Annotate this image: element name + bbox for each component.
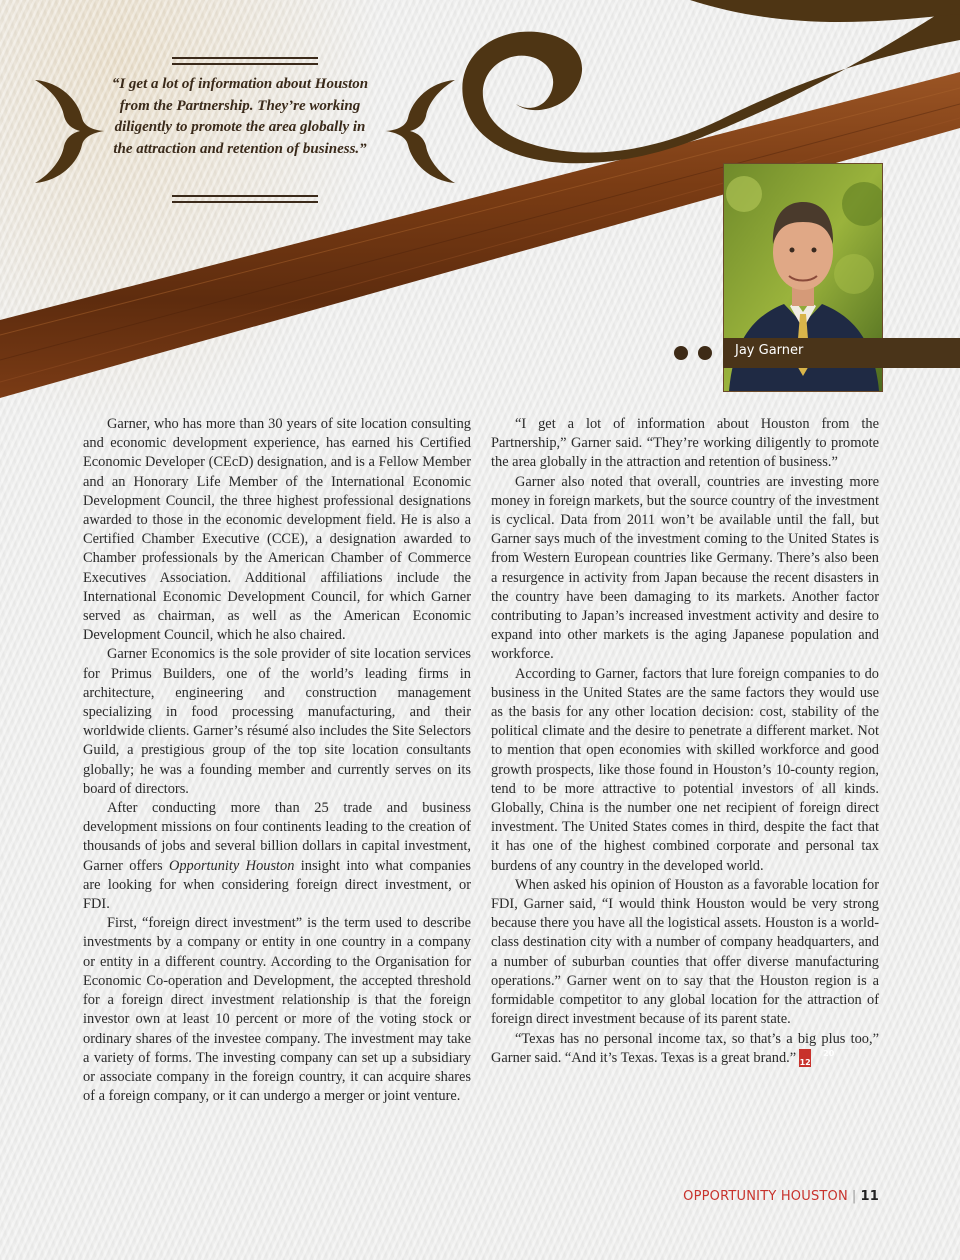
paragraph: Garner, who has more than 30 years of site location consulting and economic development experience, has earned his Certified Economic Developer (CEcD) designation, and is a Fellow Member and an Honorary Life Member of the International Economic Development Council, the three highest professional designations awarded to those in the economic development field. He is also a Certified Chamber Executive (CCE), a designation awarded to Chamber professionals by the American Chamber of Commerce Executives Association. Additional affiliations include the International Economic Development Council, for which Garner served as chairman, as well as the American Economic Development Council, which he also chaired. xyxy=(83,416,471,644)
paragraph-text: After conducting more than 25 trade and business development missions on four continents leading to the creation of thousands of jobs and several billion dollars in capital investment, Garner offers xyxy=(83,800,471,874)
page-number: 11 xyxy=(860,1189,879,1204)
paragraph xyxy=(83,799,471,914)
article-column-left xyxy=(83,415,471,1106)
end-mark-top: 20 xyxy=(823,1048,835,1058)
end-mark-logo xyxy=(799,1048,835,1067)
photo-caption: Jay Garner xyxy=(735,343,804,358)
paragraph-text: insight into what companies are looking for when considering foreign direct investment, or FDI. xyxy=(83,857,471,913)
paragraph: First, “foreign direct investment” is the term used to describe investments by a company or entity in one country in a company or entity in a different country. According to the Organisation for Economic Co-operation and Development, the accepted threshold for a foreign direct investment relationship is that the foreign investor own at least 10 percent or more of the voting stock or ordinary shares of the investee company. The investment may take a variety of forms. The investing company can set up a subsidiary or associate company in the foreign country, it can acquire shares of a foreign company, or it can undergo a merger or joint venture. xyxy=(83,915,471,1105)
page-footer xyxy=(683,1189,879,1204)
paragraph: “I get a lot of information about Houston from the Partnership,” Garner said. “They’re working diligently to promote the area globally in the attraction and retention of business.” xyxy=(491,416,879,471)
right-bracket-ornament xyxy=(386,80,455,183)
caption-bullet-dot xyxy=(674,346,688,360)
paragraph xyxy=(491,1030,879,1068)
paragraph: When asked his opinion of Houston as a favorable location for FDI, Garner said, “I would think Houston would be very strong because there you have all the logistical assets. Houston is a world-class destination city with a number of company headquarters, and a number of suburban counties that offer diverse manufacturing operations.” Garner went on to say that the Houston region is a formidable competitor to any global location for the attraction of foreign direct investment because of its parent state. xyxy=(491,876,879,1028)
paragraph: Garner also noted that overall, countries are investing more money in foreign markets, but the source country of the investment is cyclical. Data from 2011 won’t be available until the fall, but Garner says much of the investment coming to the United States is from Western European countries like Germany. There’s also been a resurgence in activity from Japan because the recent disasters in the country have been damaging to its markets. Another factor contributing to Japan’s increased investment activity and desire to expand into other markets is the aging Japanese population and workforce. xyxy=(491,473,879,663)
paragraph-text: “Texas has no personal income tax, so that’s a big plus too,” Garner said. “And it’s Texas. Texas is a great brand.” xyxy=(491,1030,879,1066)
article-column-right xyxy=(491,415,879,1068)
publication-name: OPPORTUNITY HOUSTON xyxy=(683,1189,848,1204)
caption-bullet-dot xyxy=(698,346,712,360)
paragraph: Garner Economics is the sole provider of site location services for Primus Builders, one of the world’s leading firms in architecture, engineering and construction management specializing in food processing manufacturing, and their worldwide clients. Garner’s résumé also includes the Site Selectors Guild, a prestigious group of the top site location consultants globally; he was a founding member and currently serves on its board of directors. xyxy=(83,646,471,797)
paragraph: According to Garner, factors that lure foreign companies to do business in the United States are the same factors they would use as the basis for any other location decision: cost, stability of the political climate and the desire to penetrate a different market. Not to mention that open economies with skilled workforce and good growth prospects, like those found in Houston’s 10-county region, tend to be more attractive to potential investors of all kinds. Globally, China is the number one net recipient of foreign direct investment. The United States comes in third, despite the fact that it has one of the highest combined corporate and personal tax burdens of any country in the developed world. xyxy=(491,665,879,874)
left-bracket-ornament xyxy=(35,80,104,183)
footer-separator: | xyxy=(851,1189,857,1204)
end-mark-bottom: 12 xyxy=(799,1057,811,1067)
pull-quote: “I get a lot of information about Houston from the Partnership. They’re working diligently to promote the area globally in the attraction and retention of business.” xyxy=(111,76,369,157)
publication-title-inline: Opportunity Houston xyxy=(168,857,295,874)
